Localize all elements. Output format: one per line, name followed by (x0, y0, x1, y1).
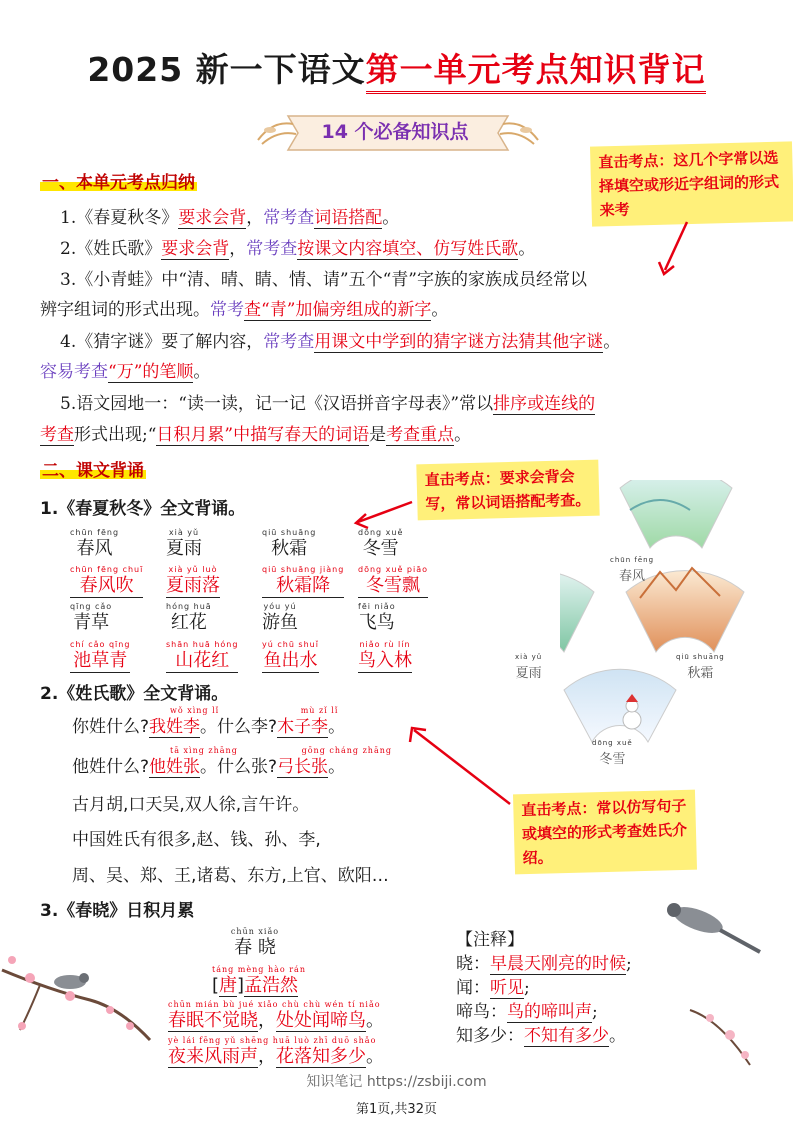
poem-line-2: yè lái fēng yǔ shēng huā luò zhī duō shǎo 夜来风雨声，花落知多少。 (168, 1036, 384, 1067)
subheading-1: 1.《春夏秋冬》全文背诵。 (40, 499, 246, 519)
song-line-4: 中国姓氏有很多,赵、钱、孙、李, (72, 830, 321, 850)
season-fans-illustration (560, 480, 792, 770)
note-2: 直击考点：要求会背会写，常以词语搭配考查。 (416, 460, 599, 521)
song-line-2: tā xìng zhāng gōng cháng zhāng 他姓什么?他姓张。什么张?弓长张。 (72, 746, 392, 777)
fan-label: dōng xuě 冬雪 (592, 739, 633, 767)
song-line-1: wǒ xìng lǐ mù zǐ lǐ 你姓什么?我姓李。什么李?木子李。 (72, 706, 346, 737)
banner-title: 14 个必备知识点 (321, 121, 469, 143)
arrow-icon (406, 724, 516, 808)
title-red: 第一单元考点知识背记 (366, 50, 706, 94)
vocab-item: yóu yú 游鱼 (262, 602, 298, 633)
song-line-3: 古月胡,口天吴,双人徐,言午许。 (72, 795, 310, 815)
point-5-line1: 5.语文园地一：“读一读，记一记《汉语拼音字母表》”常以排序或连线的 (60, 394, 596, 414)
point-4-line2: 容易考查“万”的笔顺。 (40, 362, 211, 382)
vocab-item: xià yǔ luò 夏雨落 (166, 565, 220, 596)
vocab-item: fēi niǎo 飞鸟 (358, 602, 396, 633)
subheading-2: 2.《姓氏歌》全文背诵。 (40, 684, 229, 704)
poem-author: táng mèng hào rán [唐]孟浩然 (212, 965, 306, 996)
page-number: 第1页,共32页 (356, 1102, 437, 1117)
vocab-item: hóng huā 红花 (166, 602, 212, 633)
point-3-line2: 辨字组词的形式出现。常考查“青”加偏旁组成的新字。 (40, 300, 449, 320)
song-line-5: 周、吴、郑、王,诸葛、东方,上官、欧阳… (72, 866, 389, 886)
note-1: 直击考点：这几个字常以选择填空或形近字组词的形式来考 (590, 141, 793, 226)
arrow-icon (350, 496, 420, 532)
vocab-item: qiū shuāng 秋霜 (262, 528, 317, 559)
point-2: 2.《姓氏歌》要求会背，常考查按课文内容填空、仿写姓氏歌。 (60, 239, 536, 259)
section2-heading (40, 456, 146, 481)
point-5-line2: 考查形式出现;“日积月累”中描写春天的词语是考查重点。 (40, 425, 472, 445)
fan-label: chūn fēng 春风 (610, 556, 655, 584)
vocab-item: qīng cǎo 青草 (70, 602, 113, 633)
subheading-3: 3.《春晓》日积月累 (40, 901, 195, 921)
point-4-line1: 4.《猜字谜》要了解内容，常考查用课文中学到的猜字谜方法猜其他字谜。 (60, 332, 621, 352)
vocab-item: chí cǎo qīng 池草青 (70, 640, 131, 671)
arrow-icon (655, 218, 695, 278)
fan-label: qiū shuāng 秋霜 (676, 653, 725, 681)
vocab-item: dōng xuě 冬雪 (358, 528, 404, 559)
point-3-line1: 3.《小青蛙》中“清、晴、睛、情、请”五个“青”字族的家族成员经常以 (60, 270, 587, 290)
title-black: 2025 新一下语文 (87, 50, 366, 89)
poem-line-1: chūn mián bù jué xiǎo chù chù wén tí niǎo 春眠不觉晓，处处闻啼鸟。 (168, 1000, 384, 1031)
watermark: 知识笔记 https://zsbiji.com (306, 1074, 487, 1090)
note-3: 直击考点：常以仿写句子或填空的形式考查姓氏介绍。 (513, 790, 697, 875)
point-1: 1.《春夏秋冬》要求会背，常考查词语搭配。 (60, 208, 400, 228)
vocab-item: chūn fēng chuī 春风吹 (70, 565, 144, 596)
annotation-heading: 【注释】 (456, 930, 524, 950)
poem-title: chūn xiǎo 春 晓 (230, 927, 280, 958)
vocab-item: niǎo rù lín 鸟入林 (358, 640, 412, 671)
section2-heading-text: 二、课文背诵 (42, 461, 144, 481)
vocab-item: qiū shuāng jiàng 秋霜降 (262, 565, 345, 596)
bird-branch-illustration (650, 890, 793, 1070)
page-title (0, 44, 793, 91)
plum-branch-illustration (0, 930, 160, 1050)
vocab-item: yú chū shuǐ 鱼出水 (262, 640, 319, 671)
fan-label: xià yǔ 夏雨 (515, 653, 543, 681)
section1-heading (40, 168, 197, 193)
vocab-item: xià yǔ 夏雨 (166, 528, 202, 559)
annotation-box: 【注释】 晓：早晨天刚亮的时候; 闻：听见; 啼鸟：鸟的啼叫声; 知多少：不知有多少。 (456, 930, 632, 1046)
vocab-item: dōng xuě piāo 冬雪飘 (358, 565, 429, 596)
vocab-item: shān huā hóng 山花红 (166, 640, 239, 671)
vocab-item: chūn fēng 春风 (70, 528, 120, 559)
section1-heading-text: 一、本单元考点归纳 (42, 173, 195, 193)
